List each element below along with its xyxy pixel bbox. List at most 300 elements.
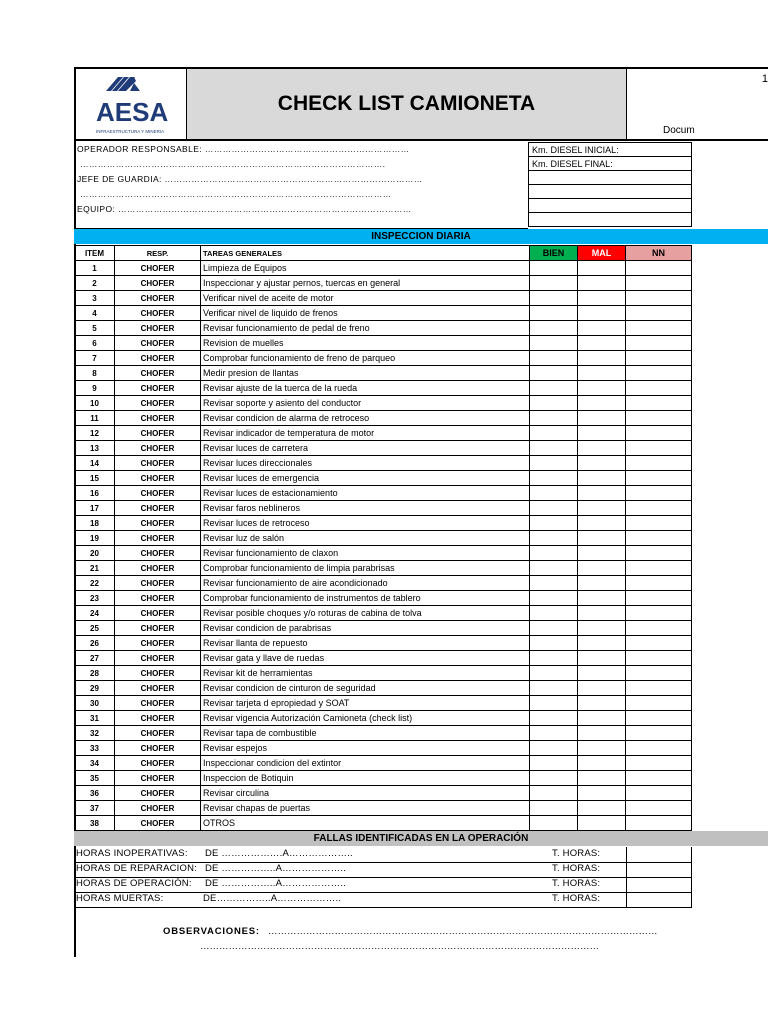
task-description: Revisar condicion de cinturon de seguridad (201, 681, 530, 696)
mal-checkbox[interactable] (578, 816, 626, 831)
table-row (75, 261, 692, 276)
bien-checkbox[interactable] (530, 306, 578, 321)
table-row (75, 546, 692, 561)
operador-field[interactable]: OPERADOR RESPONSABLE: …………………………………………………………… (77, 144, 410, 154)
item-number: 37 (75, 801, 115, 816)
bien-checkbox[interactable] (530, 711, 578, 726)
mal-checkbox[interactable] (578, 711, 626, 726)
nn-checkbox[interactable] (626, 321, 692, 336)
item-number: 38 (75, 816, 115, 831)
operador-field-line2[interactable]: …………………………………………………………………………………………. (80, 159, 386, 169)
responsible: CHOFER (115, 576, 201, 591)
task-description: Comprobar funcionamiento de limpia parabrisas (201, 561, 530, 576)
table-row (75, 531, 692, 546)
nn-checkbox[interactable] (626, 816, 692, 831)
mal-checkbox[interactable] (578, 531, 626, 546)
bien-checkbox[interactable] (530, 381, 578, 396)
company-logo (74, 67, 187, 141)
nn-checkbox[interactable] (626, 636, 692, 651)
item-number: 18 (75, 516, 115, 531)
bien-checkbox[interactable] (530, 816, 578, 831)
item-number: 26 (75, 636, 115, 651)
bien-checkbox[interactable] (530, 786, 578, 801)
nn-checkbox[interactable] (626, 651, 692, 666)
mal-checkbox[interactable] (578, 351, 626, 366)
table-row (75, 591, 692, 606)
nn-checkbox[interactable] (626, 531, 692, 546)
km-blank-1[interactable] (528, 170, 692, 185)
item-number: 34 (75, 756, 115, 771)
bien-checkbox[interactable] (530, 531, 578, 546)
mal-checkbox[interactable] (578, 291, 626, 306)
responsible: CHOFER (115, 396, 201, 411)
section-fallas: FALLAS IDENTIFICADAS EN LA OPERACIÓN (74, 831, 768, 846)
nn-checkbox[interactable] (626, 606, 692, 621)
responsible: CHOFER (115, 591, 201, 606)
item-number: 4 (75, 306, 115, 321)
mal-checkbox[interactable] (578, 276, 626, 291)
task-description: Revisar luces de estacionamiento (201, 486, 530, 501)
table-row (75, 351, 692, 366)
nn-checkbox[interactable] (626, 561, 692, 576)
mal-checkbox[interactable] (578, 306, 626, 321)
task-description: Revisar funcionamiento de claxon (201, 546, 530, 561)
task-description: Revision de muelles (201, 336, 530, 351)
observaciones-line-1[interactable]: …………………………………………………………………………………………………………… (268, 926, 658, 937)
observaciones-label: OBSERVACIONES: (163, 926, 260, 937)
mal-checkbox[interactable] (578, 636, 626, 651)
col-header-item: ITEM (75, 246, 115, 261)
task-description: Revisar tarjeta d epropiedad y SOAT (201, 696, 530, 711)
bien-checkbox[interactable] (530, 756, 578, 771)
bien-checkbox[interactable] (530, 636, 578, 651)
mal-checkbox[interactable] (578, 381, 626, 396)
task-description: Revisar chapas de puertas (201, 801, 530, 816)
task-description: Revisar luces de emergencia (201, 471, 530, 486)
bien-checkbox[interactable] (530, 351, 578, 366)
mal-checkbox[interactable] (578, 501, 626, 516)
item-number: 32 (75, 726, 115, 741)
task-description: Revisar indicador de temperatura de motor (201, 426, 530, 441)
hours-range[interactable]: DE ……………..A……………….. (205, 878, 347, 889)
hours-label: HORAS DE OPERACIÓN: (76, 878, 192, 889)
hours-row (74, 847, 692, 863)
item-number: 28 (75, 666, 115, 681)
bien-checkbox[interactable] (530, 681, 578, 696)
bien-checkbox[interactable] (530, 606, 578, 621)
table-row (75, 681, 692, 696)
km-diesel-final[interactable]: Km. DIESEL FINAL: (528, 156, 692, 171)
hours-range[interactable]: DE ……………….A……………….. (205, 848, 353, 859)
bien-checkbox[interactable] (530, 576, 578, 591)
responsible: CHOFER (115, 711, 201, 726)
task-description: Revisar vigencia Autorización Camioneta (check list) (201, 711, 530, 726)
table-row (75, 336, 692, 351)
responsible: CHOFER (115, 636, 201, 651)
mal-checkbox[interactable] (578, 786, 626, 801)
table-row (75, 456, 692, 471)
task-description: Revisar faros neblineros (201, 501, 530, 516)
item-number: 22 (75, 576, 115, 591)
table-row (75, 726, 692, 741)
bien-checkbox[interactable] (530, 276, 578, 291)
bien-checkbox[interactable] (530, 336, 578, 351)
responsible: CHOFER (115, 291, 201, 306)
item-number: 3 (75, 291, 115, 306)
hours-row (74, 892, 692, 908)
nn-checkbox[interactable] (626, 501, 692, 516)
table-row (75, 666, 692, 681)
km-blank-4[interactable] (528, 212, 692, 227)
item-number: 23 (75, 591, 115, 606)
mal-checkbox[interactable] (578, 546, 626, 561)
item-number: 25 (75, 621, 115, 636)
item-number: 19 (75, 531, 115, 546)
nn-checkbox[interactable] (626, 726, 692, 741)
table-row (75, 561, 692, 576)
task-description: Revisar condicion de alarma de retroceso (201, 411, 530, 426)
task-description: Revisar luces de carretera (201, 441, 530, 456)
responsible: CHOFER (115, 306, 201, 321)
table-row (75, 816, 692, 831)
mal-checkbox[interactable] (578, 696, 626, 711)
bien-checkbox[interactable] (530, 321, 578, 336)
bien-checkbox[interactable] (530, 651, 578, 666)
bien-checkbox[interactable] (530, 591, 578, 606)
responsible: CHOFER (115, 681, 201, 696)
mal-checkbox[interactable] (578, 456, 626, 471)
mal-checkbox[interactable] (578, 366, 626, 381)
item-number: 8 (75, 366, 115, 381)
responsible: CHOFER (115, 741, 201, 756)
table-row (75, 291, 692, 306)
task-description: Revisar soporte y asiento del conductor (201, 396, 530, 411)
responsible: CHOFER (115, 321, 201, 336)
logo-subtext: INFRAESTRUCTURA Y MINERIA (96, 129, 165, 134)
page-number: 1 (761, 73, 768, 85)
document-info-box (626, 67, 768, 141)
table-row (75, 426, 692, 441)
table-row (75, 576, 692, 591)
hours-label: HORAS INOPERATIVAS: (76, 848, 188, 859)
responsible: CHOFER (115, 561, 201, 576)
item-number: 16 (75, 486, 115, 501)
nn-checkbox[interactable] (626, 696, 692, 711)
item-number: 17 (75, 501, 115, 516)
task-description: Revisar ajuste de la tuerca de la rueda (201, 381, 530, 396)
responsible: CHOFER (115, 261, 201, 276)
nn-checkbox[interactable] (626, 486, 692, 501)
mal-checkbox[interactable] (578, 606, 626, 621)
hours-label: HORAS MUERTAS: (76, 893, 164, 904)
table-row (75, 711, 692, 726)
bien-checkbox[interactable] (530, 411, 578, 426)
jefe-guardia-field-line2[interactable]: …………………………………………………………………………………………… (80, 189, 392, 199)
task-description: Comprobar funcionamiento de instrumentos de tablero (201, 591, 530, 606)
mal-checkbox[interactable] (578, 516, 626, 531)
mal-checkbox[interactable] (578, 756, 626, 771)
km-diesel-inicial[interactable]: Km. DIESEL INICIAL: (528, 142, 692, 157)
hours-total-field[interactable] (626, 892, 692, 907)
nn-checkbox[interactable] (626, 681, 692, 696)
nn-checkbox[interactable] (626, 276, 692, 291)
mal-checkbox[interactable] (578, 561, 626, 576)
bien-checkbox[interactable] (530, 621, 578, 636)
bien-checkbox[interactable] (530, 546, 578, 561)
bien-checkbox[interactable] (530, 726, 578, 741)
nn-checkbox[interactable] (626, 711, 692, 726)
nn-checkbox[interactable] (626, 351, 692, 366)
responsible: CHOFER (115, 696, 201, 711)
nn-checkbox[interactable] (626, 396, 692, 411)
nn-checkbox[interactable] (626, 516, 692, 531)
item-number: 14 (75, 456, 115, 471)
aesa-logo-icon (76, 69, 185, 139)
mal-checkbox[interactable] (578, 576, 626, 591)
table-row (75, 621, 692, 636)
responsible: CHOFER (115, 366, 201, 381)
task-description: Medir presion de llantas (201, 366, 530, 381)
nn-checkbox[interactable] (626, 771, 692, 786)
col-header-mal: MAL (578, 246, 626, 261)
bien-checkbox[interactable] (530, 561, 578, 576)
table-row (75, 636, 692, 651)
responsible: CHOFER (115, 456, 201, 471)
bien-checkbox[interactable] (530, 261, 578, 276)
bien-checkbox[interactable] (530, 696, 578, 711)
bien-checkbox[interactable] (530, 441, 578, 456)
mal-checkbox[interactable] (578, 591, 626, 606)
nn-checkbox[interactable] (626, 786, 692, 801)
task-description: Revisar kit de herramientas (201, 666, 530, 681)
responsible: CHOFER (115, 381, 201, 396)
jefe-guardia-field[interactable]: JEFE DE GUARDIA: …………………………………………………………………………… (77, 174, 423, 184)
task-description: Inspeccionar y ajustar pernos, tuercas en general (201, 276, 530, 291)
nn-checkbox[interactable] (626, 441, 692, 456)
hours-total-label: T. HORAS: (552, 893, 601, 904)
responsible: CHOFER (115, 276, 201, 291)
bien-checkbox[interactable] (530, 741, 578, 756)
task-description: Limpieza de Equipos (201, 261, 530, 276)
nn-checkbox[interactable] (626, 666, 692, 681)
task-description: Revisar luces direccionales (201, 456, 530, 471)
responsible: CHOFER (115, 606, 201, 621)
table-row (75, 441, 692, 456)
mal-checkbox[interactable] (578, 726, 626, 741)
col-header-tareas: TAREAS GENERALES (201, 246, 530, 261)
nn-checkbox[interactable] (626, 291, 692, 306)
table-row (75, 651, 692, 666)
mal-checkbox[interactable] (578, 261, 626, 276)
table-row (75, 801, 692, 816)
nn-checkbox[interactable] (626, 336, 692, 351)
responsible: CHOFER (115, 411, 201, 426)
responsible: CHOFER (115, 786, 201, 801)
mal-checkbox[interactable] (578, 336, 626, 351)
nn-checkbox[interactable] (626, 576, 692, 591)
item-number: 7 (75, 351, 115, 366)
task-description: Revisar tapa de combustible (201, 726, 530, 741)
bien-checkbox[interactable] (530, 366, 578, 381)
mal-checkbox[interactable] (578, 486, 626, 501)
nn-checkbox[interactable] (626, 456, 692, 471)
km-blank-3[interactable] (528, 198, 692, 213)
responsible: CHOFER (115, 726, 201, 741)
hours-total-label: T. HORAS: (552, 878, 601, 889)
table-row (75, 306, 692, 321)
item-number: 15 (75, 471, 115, 486)
mal-checkbox[interactable] (578, 396, 626, 411)
table-row (75, 756, 692, 771)
responsible: CHOFER (115, 426, 201, 441)
hours-range[interactable]: DE ……………..A……………….. (205, 863, 347, 874)
item-number: 21 (75, 561, 115, 576)
table-row (75, 741, 692, 756)
page-title: CHECK LIST CAMIONETA (187, 67, 626, 141)
task-description: Revisar funcionamiento de pedal de freno (201, 321, 530, 336)
mal-checkbox[interactable] (578, 621, 626, 636)
mal-checkbox[interactable] (578, 426, 626, 441)
item-number: 12 (75, 426, 115, 441)
task-description: Revisar funcionamiento de aire acondicionado (201, 576, 530, 591)
task-description: Comprobar funcionamiento de freno de parqueo (201, 351, 530, 366)
task-description: Revisar llanta de repuesto (201, 636, 530, 651)
hours-row (74, 877, 692, 893)
responsible: CHOFER (115, 651, 201, 666)
responsible: CHOFER (115, 516, 201, 531)
mal-checkbox[interactable] (578, 321, 626, 336)
bien-checkbox[interactable] (530, 801, 578, 816)
item-number: 35 (75, 771, 115, 786)
responsible: CHOFER (115, 621, 201, 636)
equipo-field[interactable]: EQUIPO: ……………………………………………………………………………………… (77, 204, 412, 214)
col-header-bien: BIEN (530, 246, 578, 261)
mal-checkbox[interactable] (578, 651, 626, 666)
hours-total-label: T. HORAS: (552, 848, 601, 859)
logo-text: AESA (96, 97, 169, 127)
item-number: 33 (75, 741, 115, 756)
nn-checkbox[interactable] (626, 471, 692, 486)
nn-checkbox[interactable] (626, 546, 692, 561)
nn-checkbox[interactable] (626, 741, 692, 756)
mal-checkbox[interactable] (578, 666, 626, 681)
responsible: CHOFER (115, 501, 201, 516)
inspection-table (74, 245, 692, 831)
item-number: 2 (75, 276, 115, 291)
item-number: 20 (75, 546, 115, 561)
responsible: CHOFER (115, 351, 201, 366)
responsible: CHOFER (115, 666, 201, 681)
item-number: 27 (75, 651, 115, 666)
bien-checkbox[interactable] (530, 516, 578, 531)
table-row (75, 366, 692, 381)
bien-checkbox[interactable] (530, 771, 578, 786)
task-description: Revisar espejos (201, 741, 530, 756)
hours-label: HORAS DE REPARACION: (76, 863, 198, 874)
task-description: Revisar circulina (201, 786, 530, 801)
bien-checkbox[interactable] (530, 291, 578, 306)
item-number: 29 (75, 681, 115, 696)
hours-row (74, 862, 692, 878)
bien-checkbox[interactable] (530, 666, 578, 681)
table-row (75, 276, 692, 291)
hours-range[interactable]: DE……………..A……………….. (203, 893, 342, 904)
responsible: CHOFER (115, 756, 201, 771)
bien-checkbox[interactable] (530, 486, 578, 501)
nn-checkbox[interactable] (626, 261, 692, 276)
responsible: CHOFER (115, 486, 201, 501)
nn-checkbox[interactable] (626, 366, 692, 381)
table-row (75, 321, 692, 336)
table-row (75, 501, 692, 516)
mal-checkbox[interactable] (578, 741, 626, 756)
task-description: Verificar nivel de aceite de motor (201, 291, 530, 306)
table-row (75, 786, 692, 801)
nn-checkbox[interactable] (626, 411, 692, 426)
col-header-resp: RESP. (115, 246, 201, 261)
document-label: Docum (663, 125, 695, 136)
mal-checkbox[interactable] (578, 771, 626, 786)
task-description: Revisar luces de retroceso (201, 516, 530, 531)
responsible: CHOFER (115, 531, 201, 546)
nn-checkbox[interactable] (626, 381, 692, 396)
nn-checkbox[interactable] (626, 621, 692, 636)
task-description: Revisar gata y llave de ruedas (201, 651, 530, 666)
bien-checkbox[interactable] (530, 396, 578, 411)
bien-checkbox[interactable] (530, 456, 578, 471)
nn-checkbox[interactable] (626, 306, 692, 321)
item-number: 31 (75, 711, 115, 726)
nn-checkbox[interactable] (626, 801, 692, 816)
responsible: CHOFER (115, 816, 201, 831)
bien-checkbox[interactable] (530, 426, 578, 441)
item-number: 5 (75, 321, 115, 336)
table-row (75, 381, 692, 396)
mal-checkbox[interactable] (578, 411, 626, 426)
table-row (75, 411, 692, 426)
task-description: Revisar luz de salón (201, 531, 530, 546)
observaciones-line-2[interactable]: ……………………………………………………………………………………………………………… (200, 941, 599, 952)
mal-checkbox[interactable] (578, 441, 626, 456)
table-header-row (75, 246, 692, 261)
responsible: CHOFER (115, 801, 201, 816)
nn-checkbox[interactable] (626, 591, 692, 606)
nn-checkbox[interactable] (626, 426, 692, 441)
task-description: Verificar nivel de liquido de frenos (201, 306, 530, 321)
mal-checkbox[interactable] (578, 681, 626, 696)
col-header-nn: NN (626, 246, 692, 261)
mal-checkbox[interactable] (578, 471, 626, 486)
item-number: 6 (75, 336, 115, 351)
hours-total-field[interactable] (626, 877, 692, 892)
hours-total-field[interactable] (626, 862, 692, 877)
bien-checkbox[interactable] (530, 501, 578, 516)
task-description: Revisar posible choques y/o roturas de cabina de tolva (201, 606, 530, 621)
mal-checkbox[interactable] (578, 801, 626, 816)
nn-checkbox[interactable] (626, 756, 692, 771)
km-blank-2[interactable] (528, 184, 692, 199)
task-description: Revisar condicion de parabrisas (201, 621, 530, 636)
hours-total-field[interactable] (626, 847, 692, 862)
table-row (75, 696, 692, 711)
table-row (75, 516, 692, 531)
item-number: 11 (75, 411, 115, 426)
table-row (75, 771, 692, 786)
item-number: 10 (75, 396, 115, 411)
item-number: 30 (75, 696, 115, 711)
bien-checkbox[interactable] (530, 471, 578, 486)
task-description: Inspeccion de Botiquin (201, 771, 530, 786)
